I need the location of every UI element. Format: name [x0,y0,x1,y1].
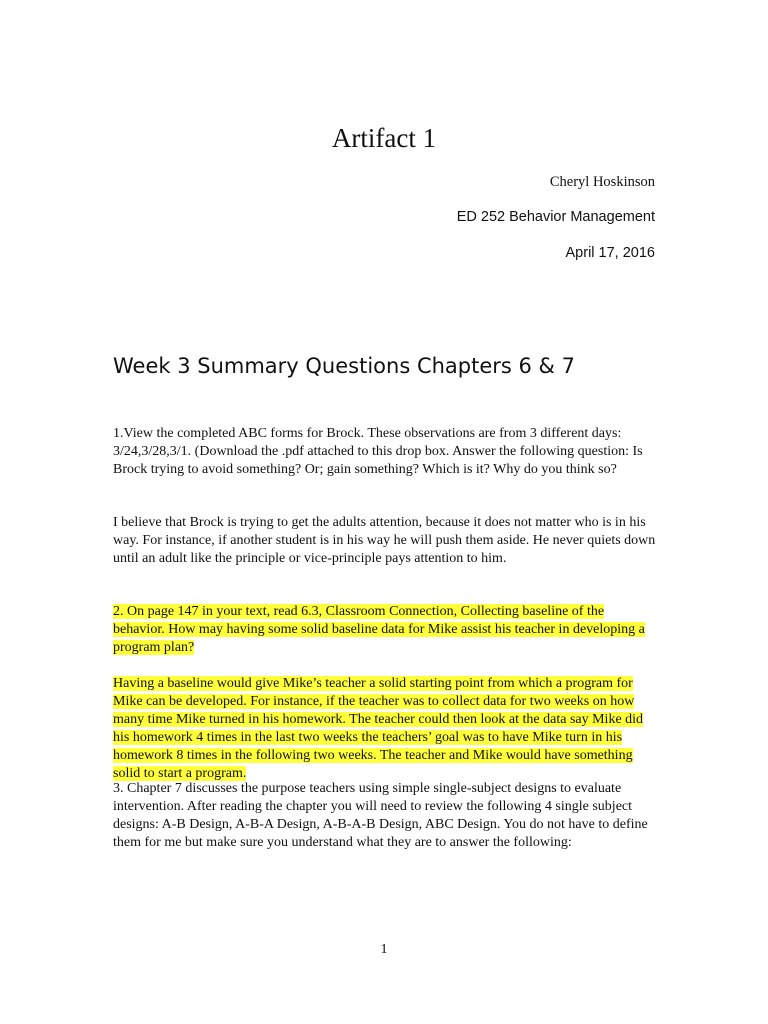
page-number: 1 [380,942,388,957]
document-title: Artifact 1 [331,123,437,153]
author-name: Cheryl Hoskinson [549,174,655,190]
question-2 [113,603,658,657]
highlighted-text: Having a baseline would give Mike’s teacher a solid starting point from which a program for Mike can be developed. For instance, if the teacher was to collect data for two weeks on how many time Mike turned in his homework. The teacher could then look at the data say Mike did his homework 4 times in the last two weeks the teachers’ goal was to have Mike turn in his homework 8 times in the following two weeks. The teacher and Mike would have something solid to start a program. [113,676,644,781]
question-1: 1.View the completed ABC forms for Brock. These observations are from 3 different days: 3/24,3/28,3/1. (Download the .pdf attached to this drop box. Answer the following question: Is Brock trying to avoid something? Or; gain something? Which is it? Why do you think so? [113,426,643,477]
document-date: April 17, 2016 [565,245,655,261]
highlighted-text: 2. On page 147 in your text, read 6.3, Classroom Connection, Collecting baseline of the behavior. How may having some solid baseline data for Mike assist his teacher in developing a program plan? [113,604,645,655]
section-heading: Week 3 Summary Questions Chapters 6 & 7 [113,354,575,378]
answer-1: I believe that Brock is trying to get the adults attention, because it does not matter who is in his way. For instance, if another student is in his way he will push them aside. He never quiets down until an adult like the principle or vice-principle pays attention to him. [113,515,656,566]
answer-2 [113,675,658,783]
course-name: ED 252 Behavior Management [456,209,655,225]
question-3: 3. Chapter 7 discusses the purpose teachers using simple single-subject designs to evaluate intervention. After reading the chapter you will need to review the following 4 single subject designs: A-B Design, A-B-A Design, A-B-A-B Design, ABC Design. You do not have to define them for me but make sure you understand what they are to answer the following: [113,781,648,850]
